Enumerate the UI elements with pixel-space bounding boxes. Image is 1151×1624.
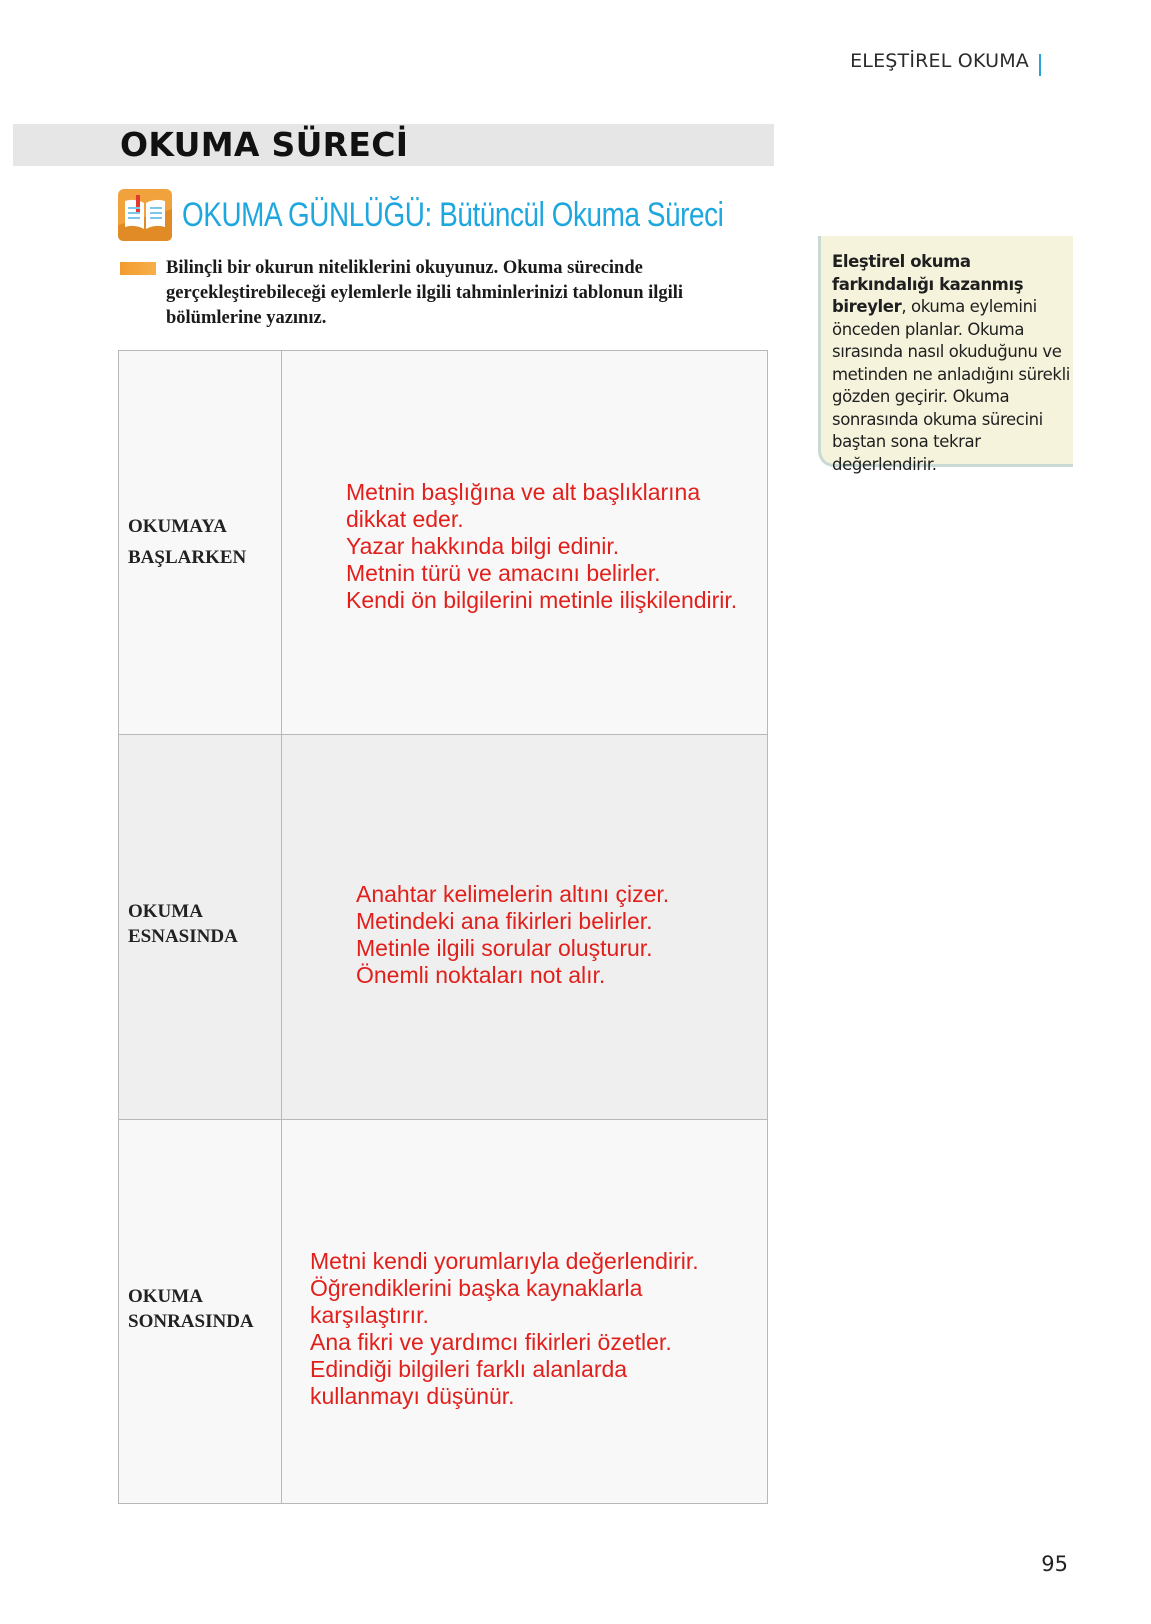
answer-line: karşılaştırır. — [310, 1302, 429, 1328]
row-answer-cell[interactable] — [282, 1120, 767, 1503]
answer-line: Metnin türü ve amacını belirler. — [346, 560, 661, 586]
row-label — [128, 1284, 254, 1334]
activity-instruction: Bilinçli bir okurun niteliklerini okuyunuz. Okuma sürecinde gerçekleştirebileceği eylemlerle ilgili tahminlerinizi tablonun ilgili bölümlerine yazınız. — [166, 258, 684, 328]
row-label-cell — [119, 735, 282, 1119]
page-number: 95 — [1041, 1552, 1068, 1576]
row-label-cell — [119, 1120, 282, 1503]
answer-line: Metinle ilgili sorular oluşturur. — [356, 935, 653, 961]
table-row-before-reading — [119, 351, 767, 735]
table-row-during-reading — [119, 735, 767, 1120]
row-label-line: OKUMA — [128, 901, 203, 922]
handwritten-answer — [310, 1248, 699, 1410]
answer-line: Edindiği bilgileri farklı alanlarda — [310, 1356, 628, 1382]
answer-line: Metnin başlığına ve alt başlıklarına — [346, 479, 701, 505]
handwritten-answer — [356, 881, 669, 989]
answer-line: Öğrendiklerini başka kaynaklarla — [310, 1275, 643, 1301]
handwritten-answer — [346, 479, 737, 614]
answer-line: kullanmayı düşünür. — [310, 1383, 515, 1409]
activity-title: OKUMA GÜNLÜĞÜ: Bütüncül Okuma Süreci — [182, 196, 724, 234]
answer-line: Metindeki ana fikirleri belirler. — [356, 908, 653, 934]
row-label-line: BAŞLARKEN — [128, 547, 247, 568]
row-label-cell — [119, 351, 282, 734]
row-label-line: OKUMAYA — [128, 516, 227, 537]
side-note-body: , okuma eylemini önceden planlar. Okuma sırasında nasıl okuduğunu ve metinden ne anladığını sürekli gözden geçirir. Okuma sonrasında okuma sürecini baştan sona tekrar değerlendirir. — [832, 297, 1070, 474]
running-head-divider — [1039, 54, 1041, 76]
row-label — [128, 899, 238, 949]
open-book-icon — [118, 189, 172, 241]
row-answer-cell[interactable] — [282, 351, 767, 734]
row-answer-cell[interactable] — [282, 735, 767, 1119]
instruction-marker — [120, 262, 156, 275]
answer-line: Anahtar kelimelerin altını çizer. — [356, 881, 670, 907]
row-label — [128, 511, 246, 573]
answer-line: dikkat eder. — [346, 506, 464, 532]
row-label-line: ESNASINDA — [128, 926, 238, 947]
running-head-title: ELEŞTİREL OKUMA — [850, 50, 1029, 72]
row-label-line: SONRASINDA — [128, 1311, 254, 1332]
side-note-bold: Eleştirel okuma farkındalığı kazanmış bireyler — [832, 252, 1024, 316]
table-row-after-reading — [119, 1120, 767, 1503]
answer-line: Önemli noktaları not alır. — [356, 962, 606, 988]
answer-line: Ana fikri ve yardımcı fikirleri özetler. — [310, 1329, 672, 1355]
reading-journal-table — [118, 350, 768, 1504]
answer-line: Yazar hakkında bilgi edinir. — [346, 533, 620, 559]
side-note-text — [832, 251, 1072, 476]
answer-line: Metni kendi yorumlarıyla değerlendirir. — [310, 1248, 699, 1274]
row-label-line: OKUMA — [128, 1286, 203, 1307]
section-title: OKUMA SÜRECİ — [120, 125, 409, 164]
answer-line: Kendi ön bilgilerini metinle ilişkilendirir. — [346, 587, 738, 613]
